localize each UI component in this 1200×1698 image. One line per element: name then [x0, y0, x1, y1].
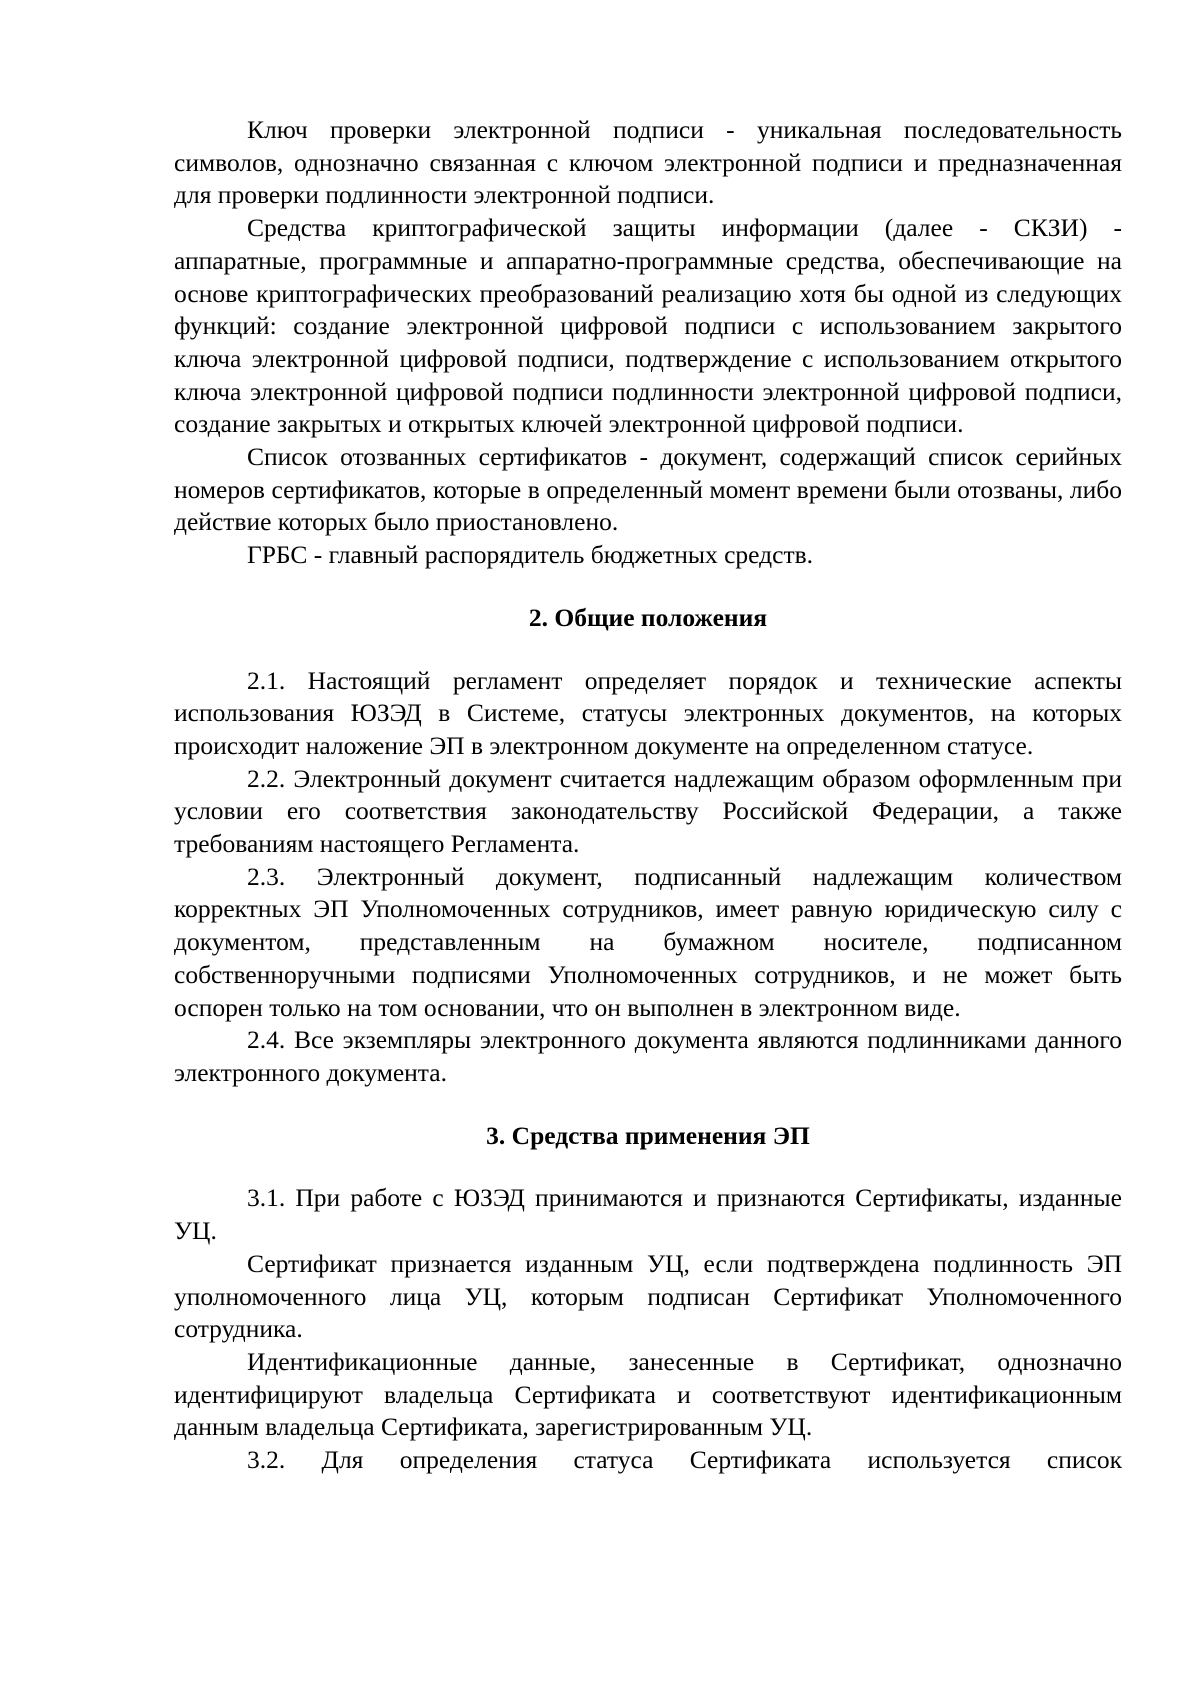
paragraph-identification-data: Идентификационные данные, занесенные в Сертификат, однозначно идентифицируют владельца Сертификата и соответствуют идентификационным данным владельца Сертификата, зарегистрированным УЦ. — [174, 1346, 1122, 1442]
paragraph-2-2: 2.2. Электронный документ считается надлежащим образом оформленным при условии его соответствия законодательству Российской Федерации, а также требованиям настоящего Регламента. — [174, 763, 1122, 859]
document-page — [174, 114, 1122, 1477]
paragraph-verification-key: Ключ проверки электронной подписи - уникальная последовательность символов, однозначно связанная с ключом электронной подписи и предназначенная для проверки подлинности электронной подписи. — [174, 115, 1122, 210]
spacer — [174, 635, 1122, 665]
paragraph-2-3: 2.3. Электронный документ, подписанный надлежащим количеством корректных ЭП Уполномоченных сотрудников, имеет равную юридическую силу с документом, представленным на бумажном носителе, подписанном собственноручными подписями Уполномоченных сотрудников, и не может быть оспорен только на том основании, что он выполнен в электронном виде. — [174, 861, 1122, 1022]
paragraph-2-1: 2.1. Настоящий регламент определяет порядок и технические аспекты использования ЮЗЭД в Системе, статусы электронных документов, на которых происходит наложение ЭП в электронном документе на определенном статусе. — [174, 665, 1122, 760]
paragraph-revocation-list: Список отозванных сертификатов - документ, содержащий список серийных номеров сертификатов, которые в определенный момент времени были отозваны, либо действие которых было приостановлено. — [174, 442, 1122, 537]
spacer — [174, 1152, 1122, 1182]
paragraph-3-1: 3.1. При работе с ЮЗЭД принимаются и признаются Сертификаты, изданные УЦ. — [174, 1183, 1122, 1246]
section-heading-ep-tools: 3. Средства применения ЭП — [486, 1120, 810, 1150]
paragraph-grbs-definition: ГРБС - главный распорядитель бюджетных средств. — [247, 540, 814, 570]
paragraph-certificate-recognition: Сертификат признается изданным УЦ, если подтверждена подлинность ЭП уполномоченного лица УЦ, которым подписан Сертификат Уполномоченного сотрудника. — [174, 1248, 1122, 1344]
spacer — [174, 572, 1122, 602]
paragraph-skzi-definition: Средства криптографической защиты информации (далее - СКЗИ) - аппаратные, программные и аппаратно-программные средства, обеспечивающие на основе криптографических преобразований реализацию хотя бы одной из следующих функций: создание электронной цифровой подписи с использованием закрытого ключа электронной цифровой подписи, подтверждение с использованием открытого ключа электронной цифровой подписи подлинности электронной цифровой подписи, создание закрытых и открытых ключей электронной цифровой подписи. — [174, 213, 1122, 439]
section-heading-general: 2. Общие положения — [528, 602, 768, 632]
paragraph-2-4: 2.4. Все экземпляры электронного документа являются подлинниками данного электронного документа. — [174, 1025, 1122, 1087]
spacer — [174, 1090, 1122, 1120]
paragraph-3-2-start: 3.2. Для определения статуса Сертификата используется список — [247, 1445, 1122, 1475]
